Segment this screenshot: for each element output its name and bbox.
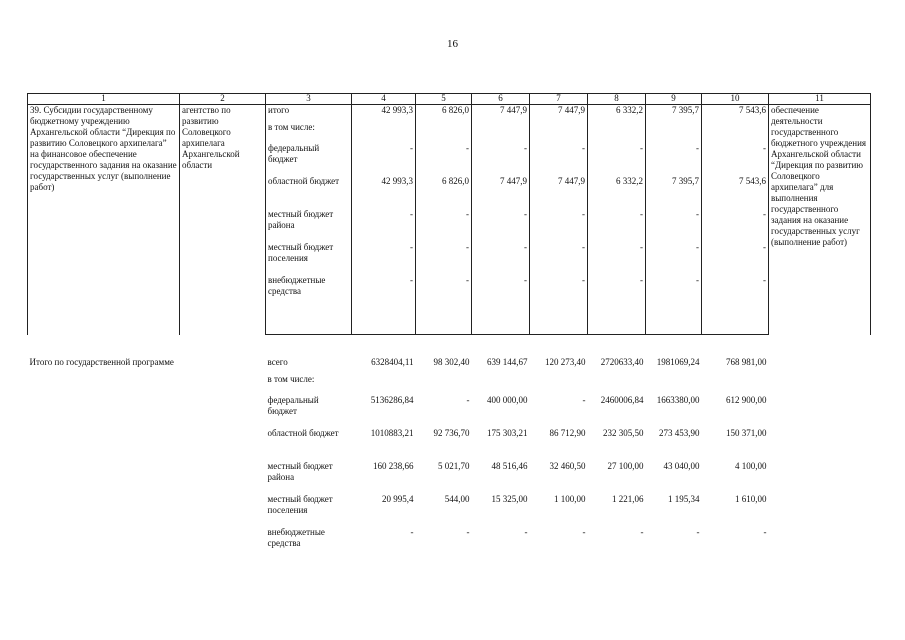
amount-cell: - [416, 275, 472, 335]
amount-cell [352, 374, 416, 395]
amount-cell: 6 332,2 [588, 176, 646, 209]
amount-cell: 273 453,90 [659, 428, 700, 438]
amount-cell [352, 122, 416, 143]
amount-cell [702, 374, 769, 395]
column-header: 1 [28, 94, 180, 105]
amount-cell [530, 374, 588, 395]
amount-cell: - [582, 527, 586, 537]
amount-cell: 43 040,00 [663, 461, 700, 471]
amount-cell: 32 460,50 [549, 461, 586, 471]
funding-source: всего [267, 357, 288, 367]
section-gap [28, 335, 871, 358]
amount-cell: - [646, 242, 702, 275]
amount-cell [646, 122, 702, 143]
table-row [28, 105, 871, 122]
activity-title: Итого по государственной программе [29, 357, 174, 367]
amount-cell: 768 981,00 [726, 357, 767, 367]
amount-cell: 639 144,67 [487, 357, 528, 367]
amount-cell: - [646, 143, 702, 176]
amount-cell: 1663380,00 [656, 395, 700, 405]
funding-source: внебюджетные средства [266, 275, 352, 335]
amount-cell [588, 122, 646, 143]
program-table [27, 93, 871, 587]
amount-cell: - [588, 143, 646, 176]
amount-cell: 612 900,00 [726, 395, 767, 405]
column-number-header [28, 94, 871, 105]
amount-cell: 7 395,7 [646, 176, 702, 209]
column-header: 2 [180, 94, 266, 105]
amount-cell: 86 712,90 [549, 428, 586, 438]
amount-cell: 92 736,70 [433, 428, 470, 438]
amount-cell: - [530, 209, 588, 242]
amount-cell: 6 826,0 [416, 105, 472, 122]
amount-cell [530, 122, 588, 143]
executor-cell: агентство по развитию Соловецкого архипелага Архангельской области [180, 105, 266, 335]
amount-cell: - [352, 209, 416, 242]
amount-cell: - [702, 275, 769, 335]
amount-cell: 98 302,40 [433, 357, 470, 367]
amount-cell: - [582, 395, 586, 405]
amount-cell: 7 447,9 [472, 176, 530, 209]
amount-cell: 160 238,66 [373, 461, 414, 471]
amount-cell: - [352, 275, 416, 335]
funding-source: внебюджетные средства [267, 527, 325, 548]
activity-title: 39. Субсидии государственному бюджетному учреждению Архангельской области “Дирекция по развитию Соловецкого архипелага” на финансовое обеспечение государственного задания на оказание государственных услуг (выполнение работ) [28, 105, 180, 335]
amount-cell: - [702, 242, 769, 275]
amount-cell: 27 100,00 [607, 461, 644, 471]
amount-cell: 544,00 [444, 494, 470, 504]
column-header: 8 [588, 94, 646, 105]
funding-source: местный бюджет района [267, 461, 333, 482]
amount-cell: - [416, 242, 472, 275]
funding-source: федеральный бюджет [266, 143, 352, 176]
amount-cell: - [416, 143, 472, 176]
amount-cell [416, 122, 472, 143]
amount-cell: - [646, 209, 702, 242]
funding-source: в том числе: [267, 374, 315, 384]
amount-cell: 120 273,40 [545, 357, 586, 367]
funding-source: местный бюджет поселения [267, 494, 333, 515]
column-header: 11 [769, 94, 871, 105]
column-header: 4 [352, 94, 416, 105]
amount-cell: - [524, 527, 528, 537]
amount-cell: 150 371,00 [726, 428, 767, 438]
table-row [28, 357, 871, 374]
amount-cell: - [530, 143, 588, 176]
amount-cell: - [352, 143, 416, 176]
column-header: 10 [702, 94, 769, 105]
amount-cell: 20 995,4 [382, 494, 414, 504]
amount-cell: 5 021,70 [438, 461, 470, 471]
expected-result: обеспечение деятельности государственного бюджетного учреждения Архангельской области “Дирекция по развитию Соловецкого архипелага” для выполнения государственного задания на оказание государственных услуг (выполнение работ) [769, 105, 871, 335]
amount-cell: 7 395,7 [646, 105, 702, 122]
amount-cell: 232 305,50 [603, 428, 644, 438]
funding-source: областной бюджет [266, 176, 352, 209]
amount-cell: 7 447,9 [530, 176, 588, 209]
header-row [28, 94, 871, 105]
amount-cell: - [763, 527, 767, 537]
amount-cell [588, 374, 646, 395]
amount-cell: - [472, 209, 530, 242]
amount-cell: - [588, 209, 646, 242]
funding-source: в том числе: [266, 122, 352, 143]
amount-cell: - [530, 275, 588, 335]
amount-cell [416, 374, 472, 395]
column-header: 9 [646, 94, 702, 105]
column-header: 5 [416, 94, 472, 105]
funding-source: федеральный бюджет [267, 395, 319, 416]
amount-cell: 6 826,0 [416, 176, 472, 209]
amount-cell: 1 100,00 [554, 494, 586, 504]
amount-cell: - [588, 275, 646, 335]
amount-cell: - [530, 242, 588, 275]
amount-cell [472, 374, 530, 395]
amount-cell: 175 303,21 [487, 428, 528, 438]
amount-cell: 15 325,00 [491, 494, 528, 504]
amount-cell [702, 122, 769, 143]
amount-cell: 7 447,9 [472, 105, 530, 122]
funding-source: итого [266, 105, 352, 122]
amount-cell: - [466, 395, 470, 405]
amount-cell [472, 122, 530, 143]
funding-source: местный бюджет поселения [266, 242, 352, 275]
amount-cell: - [410, 527, 414, 537]
amount-cell: 6328404,11 [371, 357, 414, 367]
amount-cell: 1 195,34 [668, 494, 700, 504]
amount-cell: 1 610,00 [735, 494, 767, 504]
amount-cell: 2720633,40 [600, 357, 644, 367]
funding-source: областной бюджет [267, 428, 339, 438]
amount-cell: 7 447,9 [530, 105, 588, 122]
amount-cell: - [588, 242, 646, 275]
amount-cell: 7 543,6 [702, 176, 769, 209]
amount-cell: - [702, 209, 769, 242]
amount-cell: - [472, 143, 530, 176]
amount-cell: - [352, 242, 416, 275]
amount-cell: 1 221,06 [612, 494, 644, 504]
amount-cell: - [466, 527, 470, 537]
section-subsidy-39 [28, 105, 871, 335]
section-program-total [28, 357, 871, 587]
amount-cell: - [702, 143, 769, 176]
amount-cell: - [472, 242, 530, 275]
page-number: 16 [447, 38, 458, 50]
expected-result [769, 357, 871, 587]
amount-cell: 400 000,00 [487, 395, 528, 405]
column-header: 6 [472, 94, 530, 105]
funding-source: местный бюджет района [266, 209, 352, 242]
amount-cell: 48 516,46 [491, 461, 528, 471]
column-header: 7 [530, 94, 588, 105]
amount-cell [646, 374, 702, 395]
amount-cell: 42 993,3 [352, 105, 416, 122]
amount-cell: 1981069,24 [656, 357, 700, 367]
amount-cell: 5136286,84 [370, 395, 414, 405]
column-header: 3 [266, 94, 352, 105]
amount-cell: 6 332,2 [588, 105, 646, 122]
amount-cell: 7 543,6 [702, 105, 769, 122]
amount-cell: 1010883,21 [370, 428, 414, 438]
amount-cell: - [640, 527, 644, 537]
amount-cell: 2460006,84 [600, 395, 644, 405]
amount-cell: - [472, 275, 530, 335]
amount-cell: - [696, 527, 700, 537]
amount-cell: 42 993,3 [352, 176, 416, 209]
amount-cell: 4 100,00 [735, 461, 767, 471]
executor-cell [180, 357, 266, 587]
amount-cell: - [646, 275, 702, 335]
amount-cell: - [416, 209, 472, 242]
